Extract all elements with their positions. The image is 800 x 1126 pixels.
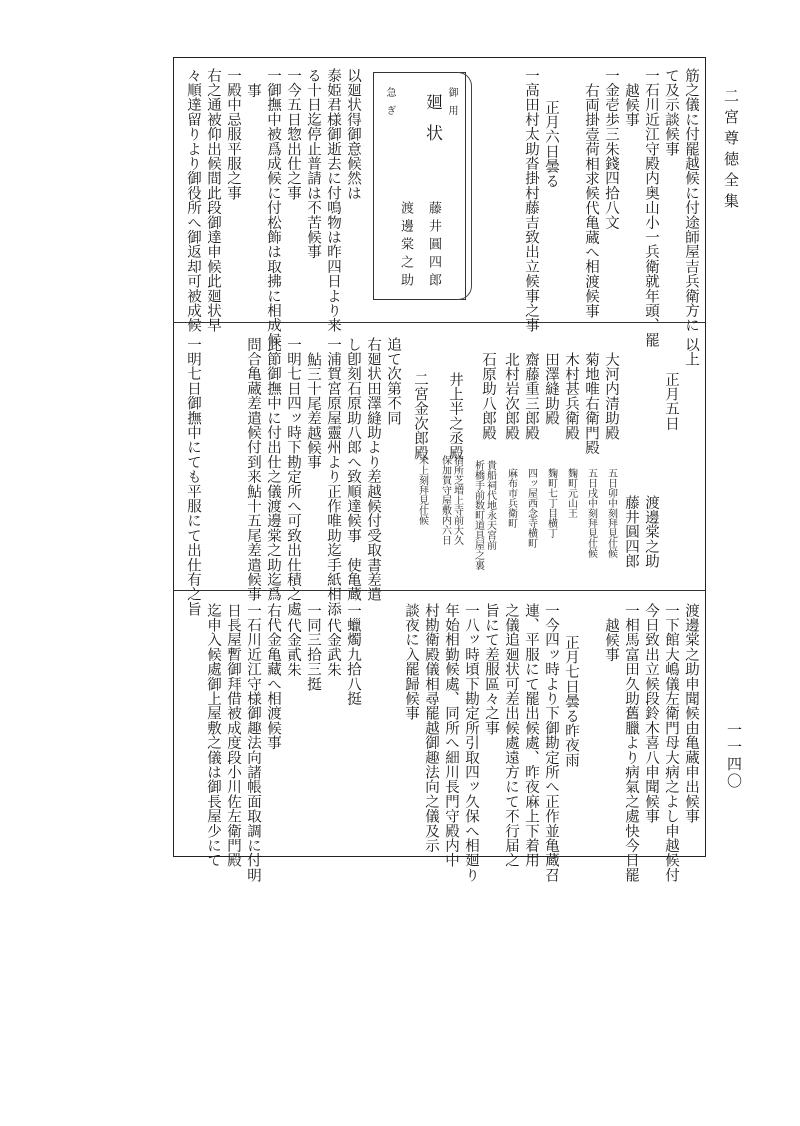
recipient-note: 麴町元山王 (565, 468, 577, 518)
text-line: 一今五日惣出仕之事 (285, 68, 301, 201)
text-line: 一同三拾三挺 (305, 603, 321, 692)
text-line: 一殿中忌服平服之事 (225, 68, 241, 201)
text-line: 右廻状田澤縫助より差越候付受取書差遣 (365, 337, 381, 602)
text-line: 右之通被仰出候間此段御達申候此廻状早 (205, 68, 221, 333)
running-header-title: 二宮尊徳全集 (722, 88, 740, 214)
text-line: 談夜に入罷歸候事 (403, 603, 419, 721)
text-line: 連、平服にて罷出候處、昨夜麻上下着用 (523, 603, 539, 868)
recipient-name: 齋藤重三郎殿 (523, 352, 539, 441)
closing-mark: 以上 (683, 337, 699, 367)
recipient-name: 菊地唯右衛門殿 (583, 352, 599, 455)
text-line: 今日致出立候段鈴木喜八申聞候事 (643, 603, 659, 824)
text-line: 越候事 (603, 618, 619, 663)
text-line: し卽刻石原助八郎へ致順達候事 使亀蔵 (345, 337, 361, 602)
text-line: 之儀追廻状可差出候處遠方にて不行届之 (503, 603, 519, 868)
text-line: 一浦賀宮原屋靈州より正作唯助迄手紙相添 (325, 337, 341, 617)
recipient-note: 宿所芝増上寺前大久 (451, 455, 463, 545)
text-line: 一今四ッ時より下御勘定所へ正作並亀蔵召 (543, 603, 559, 883)
recipient-name: 二宮金次郎殿 (412, 372, 428, 461)
text-line: 一相馬富田久助舊臘より病氣之處快今日罷 (623, 603, 639, 883)
notice-label-goyo: 御用 (446, 87, 457, 123)
notice-title: 廻状 (422, 93, 442, 155)
date-line: 正月五日 (663, 372, 679, 431)
recipient-name: 田澤縫助殿 (543, 352, 559, 426)
text-line: 追て次第不同 (385, 337, 401, 426)
page-number: 一一四〇 (725, 722, 743, 790)
recipient-note: 保加賀守屋敷内六日 (439, 455, 451, 545)
text-line: 一石川近江守様御趣法向諸帳面取調に付明 (245, 603, 261, 883)
text-line: 問合亀蔵差遣候付到来鮎十五尾差遣候事 (245, 337, 261, 602)
text-line: 一明七日御撫中にても平服にて出仕有之旨 (185, 337, 201, 617)
text-line: 代金貳朱 (285, 618, 301, 677)
recipient-name: 大河内清助殿 (603, 352, 619, 441)
recipient-note: 五日戌中刻拜見仕候 (585, 468, 597, 558)
text-line: 一明七日四ッ時下勘定所へ可致出仕積之處 (285, 337, 301, 617)
text-line: 鮎三十尾差越候事 (305, 352, 321, 470)
recipient-name: 木村甚兵衛殿 (563, 352, 579, 441)
text-line: 旨にて差服區々之事 (483, 603, 499, 736)
text-line: 日長屋暫御拜借被成度段小川佐左衛門殿 (225, 603, 241, 868)
text-line: 泰姫君様御逝去に付鳴物は昨四日より来 (325, 68, 341, 333)
text-line: て及示談候事 (663, 68, 679, 157)
text-line: 代金武朱 (325, 618, 341, 677)
notice-bracket (458, 72, 472, 300)
date-line: 正月六日曇る (543, 100, 559, 189)
notice-sender: 藤井圓四郎 (426, 201, 441, 291)
recipient-note: 麴町七丁目横丁 (545, 468, 557, 538)
recipient-note: 麻布市兵衛町 (505, 468, 517, 528)
text-line: 村勘衛殿儀相尋罷越御趣法向之儀及示 (423, 603, 439, 853)
recipient-note: 四ッ屋西念寺横町 (525, 468, 537, 548)
recipient-note: 未上刻拜見仕候 (416, 455, 428, 525)
text-line: 右両掛壹荷相求候代亀蔵へ相渡候事 (583, 83, 599, 319)
recipient-name: 石原助八郎殿 (480, 352, 496, 441)
text-line: 此節御撫中に付出仕之儀渡邊棠之助迄爲 (265, 337, 281, 602)
recipient-note: 貴船祠代地永天宮前 (484, 460, 496, 550)
text-line: 一八ッ時頃下勘定所引取四ッ久保へ相廻り (463, 603, 479, 883)
text-line: 一高田村太助沓掛村藤吉致出立候事之事 (523, 68, 539, 333)
text-line: 渡邊棠之助申聞候由亀蔵申出候事 (683, 603, 699, 824)
notice-label-urgent: 急ぎ (384, 87, 395, 123)
text-line: 事 (245, 83, 261, 98)
text-line: 迄申入候處御上屋敷之儀は御長屋少にて (205, 603, 221, 868)
text-line: 以廻状得御意候然は (345, 68, 361, 201)
recipient-note: 五日卯中刻拜見仕候 (605, 468, 617, 558)
text-line: 筋之儀に付罷越候に付途師屋吉兵衛方に (683, 68, 699, 333)
circular-notice-box (373, 72, 466, 300)
text-line: る十日迄停止普請は不苦候事 (305, 68, 321, 260)
text-line: 一御撫中被爲成候に付松飾は取拂に相成候 (265, 68, 281, 348)
text-line: 々順達留りより御役所へ御返却可被成候 (185, 68, 201, 333)
text-line: 右代金亀藏へ相渡候事 (265, 603, 281, 750)
signer: 藤井圓四郎 (623, 495, 639, 569)
text-line: 越候事 (623, 83, 639, 128)
recipient-name: 井上半之丞殿 (447, 372, 463, 461)
signer: 渡邊棠之助 (643, 495, 659, 569)
recipient-note: 析橋手前数町道具屋之裏 (472, 460, 484, 570)
text-line: 一下館大嶋儀左衛門母大病之よし申越候付 (663, 603, 679, 883)
recipient-name: 北村岩次郎殿 (503, 352, 519, 441)
text-line: 一金壱歩三朱錢四拾八文 (603, 68, 619, 230)
text-line: 一蠟燭九拾八挺 (345, 603, 361, 706)
band-divider (173, 322, 706, 323)
text-line: 年始相勤候處、同所へ細川長門守殿内中 (443, 603, 459, 868)
notice-recipient: 渡邊棠之助 (398, 201, 413, 291)
text-line: 一石川近江守殿内奥山小一兵衛就年頭、罷 (643, 68, 659, 348)
date-line: 正月七日曇る昨夜雨 (563, 635, 579, 768)
